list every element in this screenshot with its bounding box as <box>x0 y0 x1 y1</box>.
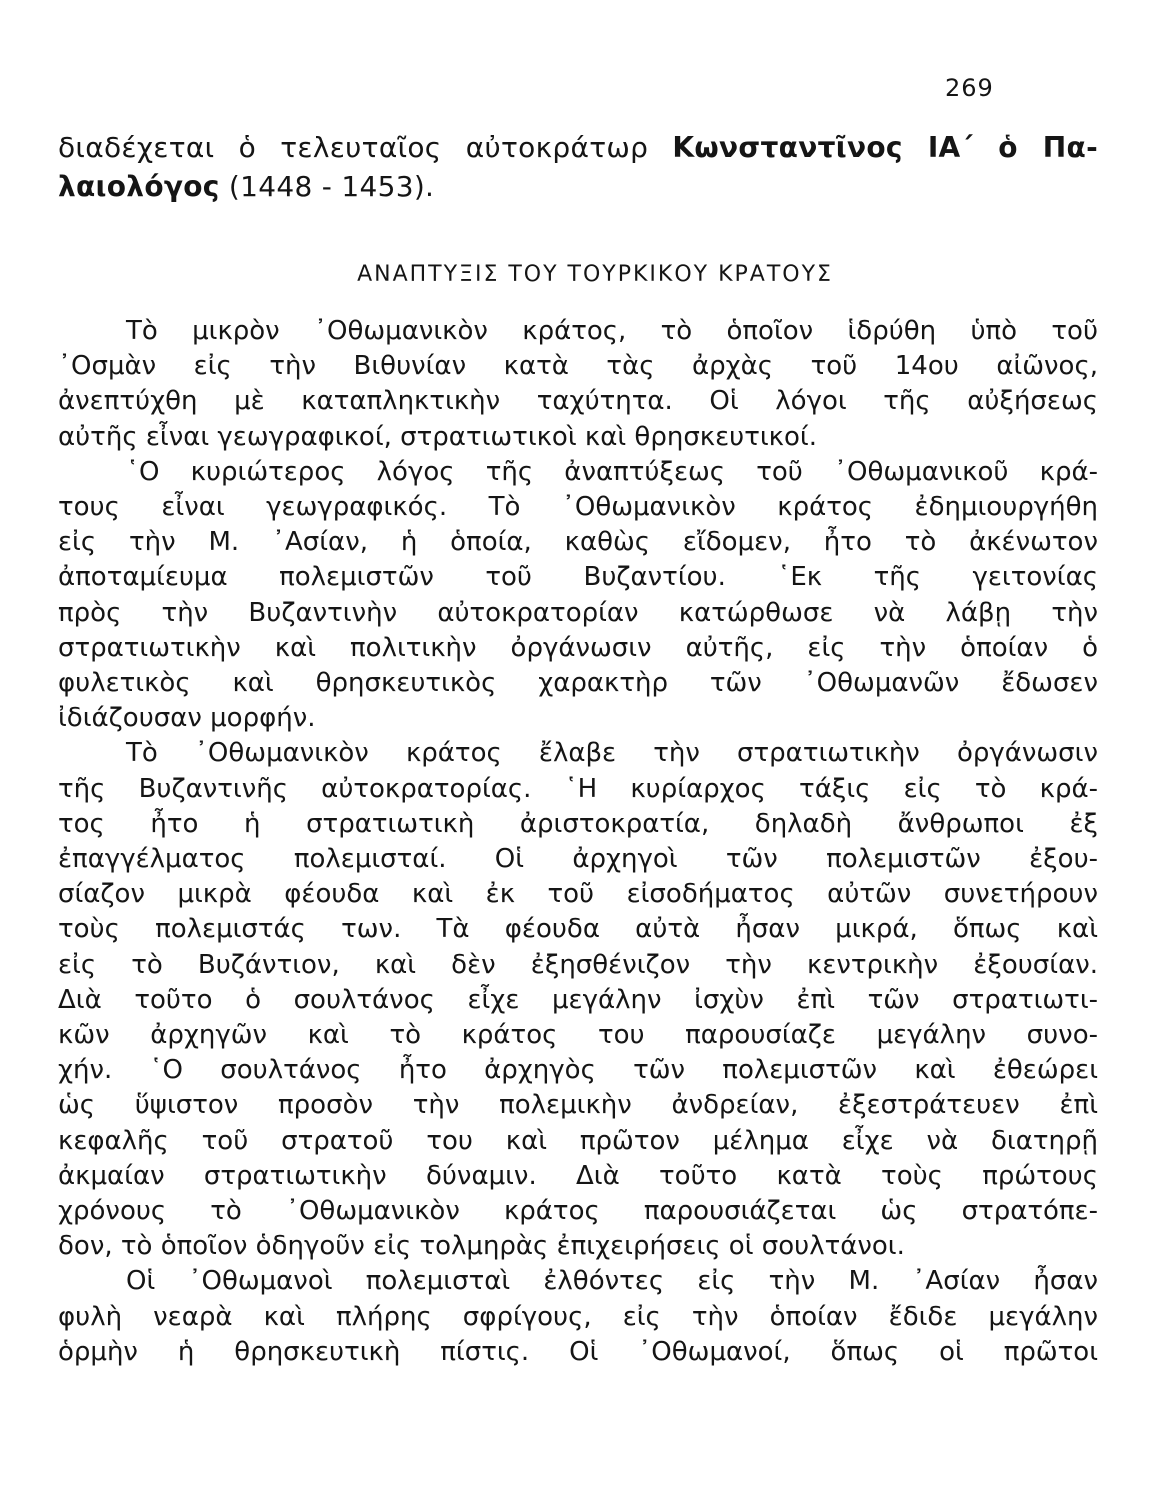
section-heading: ΑΝΑΠΤΥΞΙΣ ΤΟΥ ΤΟΥΡΚΙΚΟΥ ΚΡΑΤΟΥΣ <box>357 262 833 287</box>
text-line: στρατιωτικὴν καὶ πολιτικὴν ὀργάνωσιν αὐτῆς, εἰς τὴν ὁποίαν ὁ <box>58 632 1098 663</box>
text-line: ἰδιάζουσαν μορφήν. <box>58 703 316 734</box>
text-line: τῆς Βυζαντινῆς αὐτοκρατορίας. ῾Η κυρίαρχος τάξις εἰς τὸ κρά- <box>58 773 1098 804</box>
text-line: εἰς τὸ Βυζάντιον, καὶ δὲν ἐξησθένιζον τὴν κεντρικὴν ἐξουσίαν. <box>58 949 1098 980</box>
text-line: ὁρμὴν ἡ θρησκευτικὴ πίστις. Οἱ ᾿Οθωμανοί, ὅπως οἱ πρῶτοι <box>58 1336 1098 1367</box>
text-line: ᾿Οσμὰν εἰς τὴν Βιθυνίαν κατὰ τὰς ἀρχὰς τοῦ 14ου αἰῶνος, <box>58 351 1098 382</box>
paragraph-2 <box>58 455 1098 737</box>
text-line: χρόνους τὸ ᾿Οθωμανικὸν κράτος παρουσιάζεται ὡς στρατόπε- <box>58 1196 1098 1227</box>
text-line: ἀνεπτύχθη μὲ καταπληκτικὴν ταχύτητα. Οἱ λόγοι τῆς αὐξήσεως <box>58 386 1098 417</box>
text-line: ἀποταμίευμα πολεμιστῶν τοῦ Βυζαντίου. ῾Εκ τῆς γειτονίας <box>58 562 1098 593</box>
text-line: τοὺς πολεμιστάς των. Τὰ φέουδα αὐτὰ ἦσαν μικρά, ὅπως καὶ <box>58 914 1098 945</box>
text-line: φυλετικὸς καὶ θρησκευτικὸς χαρακτὴρ τῶν ᾿Οθωμανῶν ἔδωσεν <box>58 668 1098 699</box>
intro-text <box>58 128 1098 206</box>
text-line: πρὸς τὴν Βυζαντινὴν αὐτοκρατορίαν κατώρθωσε νὰ λάβῃ τὴν <box>58 597 1098 628</box>
text-line: ὡς ὕψιστον προσὸν τὴν πολεμικὴν ἀνδρείαν, ἐξεστράτευεν ἐπὶ <box>58 1090 1098 1121</box>
text-line: τους εἶναι γεωγραφικός. Τὸ ᾿Οθωμανικὸν κράτος ἐδημιουργήθη <box>58 492 1098 523</box>
emperor-name: Κωνσταντῖνος ΙΑ΄ ὁ Πα- <box>672 131 1098 164</box>
body-text <box>58 314 1098 1370</box>
text-line: φυλὴ νεαρὰ καὶ πλήρης σφρίγους, εἰς τὴν ὁποίαν ἔδιδε μεγάλην <box>58 1301 1098 1332</box>
text-line: κεφαλῆς τοῦ στρατοῦ του καὶ πρῶτον μέλημα εἶχε νὰ διατηρῇ <box>58 1125 1098 1156</box>
intro-line-2 <box>58 167 1098 206</box>
paragraph-3 <box>58 736 1098 1264</box>
text-line: εἰς τὴν Μ. ᾿Ασίαν, ἡ ὁποία, καθὼς εἴδομεν, ἦτο τὸ ἀκένωτον <box>58 527 1098 558</box>
text-line: ἀκμαίαν στρατιωτικὴν δύναμιν. Διὰ τοῦτο κατὰ τοὺς πρώτους <box>58 1160 1098 1191</box>
text-line: Τὸ μικρὸν ᾿Οθωμανικὸν κράτος, τὸ ὁποῖον ἱδρύθη ὑπὸ τοῦ <box>126 316 1098 346</box>
text-line: τος ἦτο ἡ στρατιωτικὴ ἀριστοκρατία, δηλαδὴ ἄνθρωποι ἐξ <box>58 808 1098 839</box>
intro-line-1 <box>58 128 1098 167</box>
text-line: ἐπαγγέλματος πολεμισταί. Οἱ ἀρχηγοὶ τῶν πολεμιστῶν ἐξου- <box>58 844 1098 875</box>
page-number: 269 <box>945 74 994 102</box>
text-line: σίαζον μικρὰ φέουδα καὶ ἐκ τοῦ εἰσοδήματος αὐτῶν συνετήρουν <box>58 879 1098 910</box>
intro-line-1-text: διαδέχεται ὁ τελευταῖος αὐτοκράτωρ <box>58 131 673 164</box>
text-line: χήν. ῾Ο σουλτάνος ἦτο ἀρχηγὸς τῶν πολεμιστῶν καὶ ἐθεώρει <box>58 1055 1098 1086</box>
text-line: Διὰ τοῦτο ὁ σουλτάνος εἶχε μεγάλην ἰσχὺν ἐπὶ τῶν στρατιωτι- <box>58 984 1098 1015</box>
text-line: δον, τὸ ὁποῖον ὁδηγοῦν εἰς τολμηρὰς ἐπιχειρήσεις οἱ σουλτάνοι. <box>58 1231 905 1262</box>
text-line: κῶν ἀρχηγῶν καὶ τὸ κράτος του παρουσίαζε μεγάλην συνο- <box>58 1020 1098 1051</box>
paragraph-4 <box>58 1264 1098 1370</box>
text-line: αὐτῆς εἶναι γεωγραφικοί, στρατιωτικοὶ καὶ θρησκευτικοί. <box>58 421 817 452</box>
emperor-name-cont: λαιολόγος <box>58 170 220 203</box>
paragraph-1 <box>58 314 1098 455</box>
text-line: ῾Ο κυριώτερος λόγος τῆς ἀναπτύξεως τοῦ ᾿Οθωμανικοῦ κρά- <box>126 456 1098 487</box>
reign-years: (1448 - 1453). <box>219 170 435 203</box>
text-line: Οἱ ᾿Οθωμανοὶ πολεμισταὶ ἐλθόντες εἰς τὴν Μ. ᾿Ασίαν ἦσαν <box>126 1266 1098 1297</box>
text-line: Τὸ ᾿Οθωμανικὸν κράτος ἔλαβε τὴν στρατιωτικὴν ὀργάνωσιν <box>126 738 1098 769</box>
